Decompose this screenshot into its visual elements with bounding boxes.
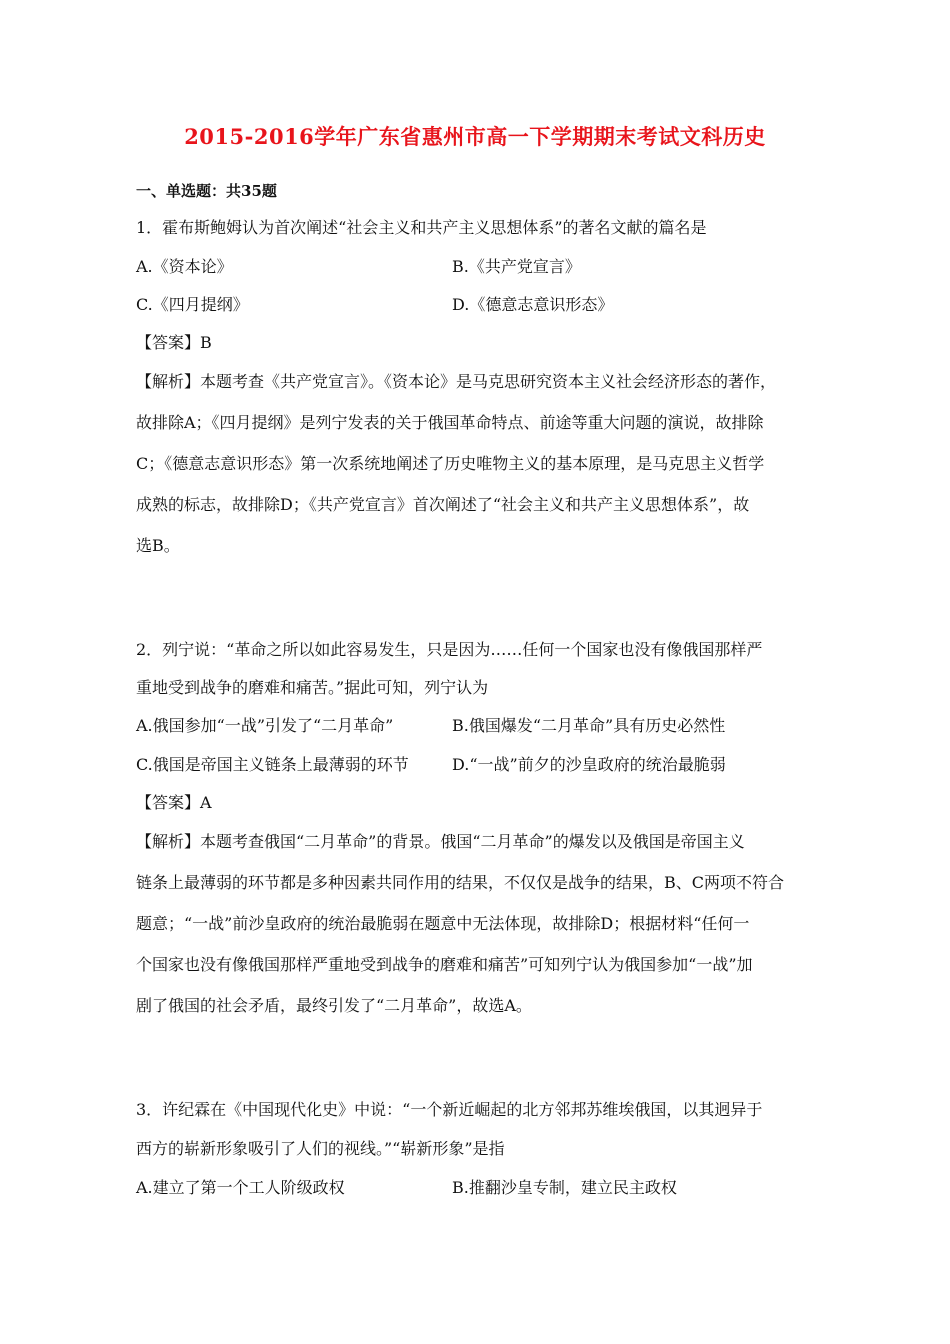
q2-analysis-line: 题意；“一战”前沙皇政府的统治最脆弱在题意中无法体现，故排除D；根据材料“任何一 [136,914,750,933]
q3-stem: 西方的崭新形象吸引了人们的视线。”“崭新形象”是指 [136,1139,505,1158]
q2-option-c: C.俄国是帝国主义链条上最薄弱的环节 [136,755,409,774]
q2-option-d: D.“一战”前夕的沙皇政府的统治最脆弱 [452,755,726,774]
q1-analysis-line: 选B。 [136,536,180,555]
q2-analysis-line: 【解析】本题考查俄国“二月革命”的背景。俄国“二月革命”的爆发以及俄国是帝国主义 [136,832,745,851]
q1-option-a: A.《资本论》 [136,257,233,276]
q2-answer: 【答案】A [136,793,212,812]
q1-analysis-line: 故排除A；《四月提纲》是列宁发表的关于俄国革命特点、前途等重大问题的演说，故排除 [136,413,764,432]
q2-stem: 重地受到战争的磨难和痛苦。”据此可知，列宁认为 [136,678,489,697]
q1-option-b: B.《共产党宣言》 [452,257,581,276]
q1-analysis-line: C；《德意志意识形态》第一次系统地阐述了历史唯物主义的基本原理，是马克思主义哲学 [136,454,765,473]
q2-option-a: A.俄国参加“一战”引发了“二月革命” [136,716,394,735]
q2-analysis-line: 个国家也没有像俄国那样严重地受到战争的磨难和痛苦”可知列宁认为俄国参加“一战”加 [136,955,753,974]
q1-answer: 【答案】B [136,333,212,352]
q2-analysis-line: 链条上最薄弱的环节都是多种因素共同作用的结果，不仅仅是战争的结果，B、C两项不符合 [136,873,785,892]
q1-option-c: C.《四月提纲》 [136,295,249,314]
q1-analysis-line: 【解析】本题考查《共产党宣言》。《资本论》是马克思研究资本主义社会经济形态的著作， [136,372,777,391]
document-title: 2015-2016学年广东省惠州市高一下学期期末考试文科历史 [184,124,766,149]
section-heading: 一、单选题：共35题 [136,182,277,200]
q1-stem: 1．霍布斯鲍姆认为首次阐述“社会主义和共产主义思想体系”的著名文献的篇名是 [136,218,707,237]
q3-option-a: A.建立了第一个工人阶级政权 [136,1178,345,1197]
q2-option-b: B.俄国爆发“二月革命”具有历史必然性 [452,716,726,735]
q3-option-b: B.推翻沙皇专制，建立民主政权 [452,1178,677,1197]
q2-analysis-line: 剧了俄国的社会矛盾，最终引发了“二月革命”，故选A。 [136,996,532,1015]
q3-stem: 3．许纪霖在《中国现代化史》中说：“一个新近崛起的北方邻邦苏维埃俄国，以其迥异于 [136,1100,763,1119]
q1-analysis-line: 成熟的标志，故排除D；《共产党宣言》首次阐述了“社会主义和共产主义思想体系”，故 [136,495,750,514]
q1-option-d: D.《德意志意识形态》 [452,295,614,314]
q2-stem: 2．列宁说：“革命之所以如此容易发生，只是因为……任何一个国家也没有像俄国那样严 [136,640,763,659]
